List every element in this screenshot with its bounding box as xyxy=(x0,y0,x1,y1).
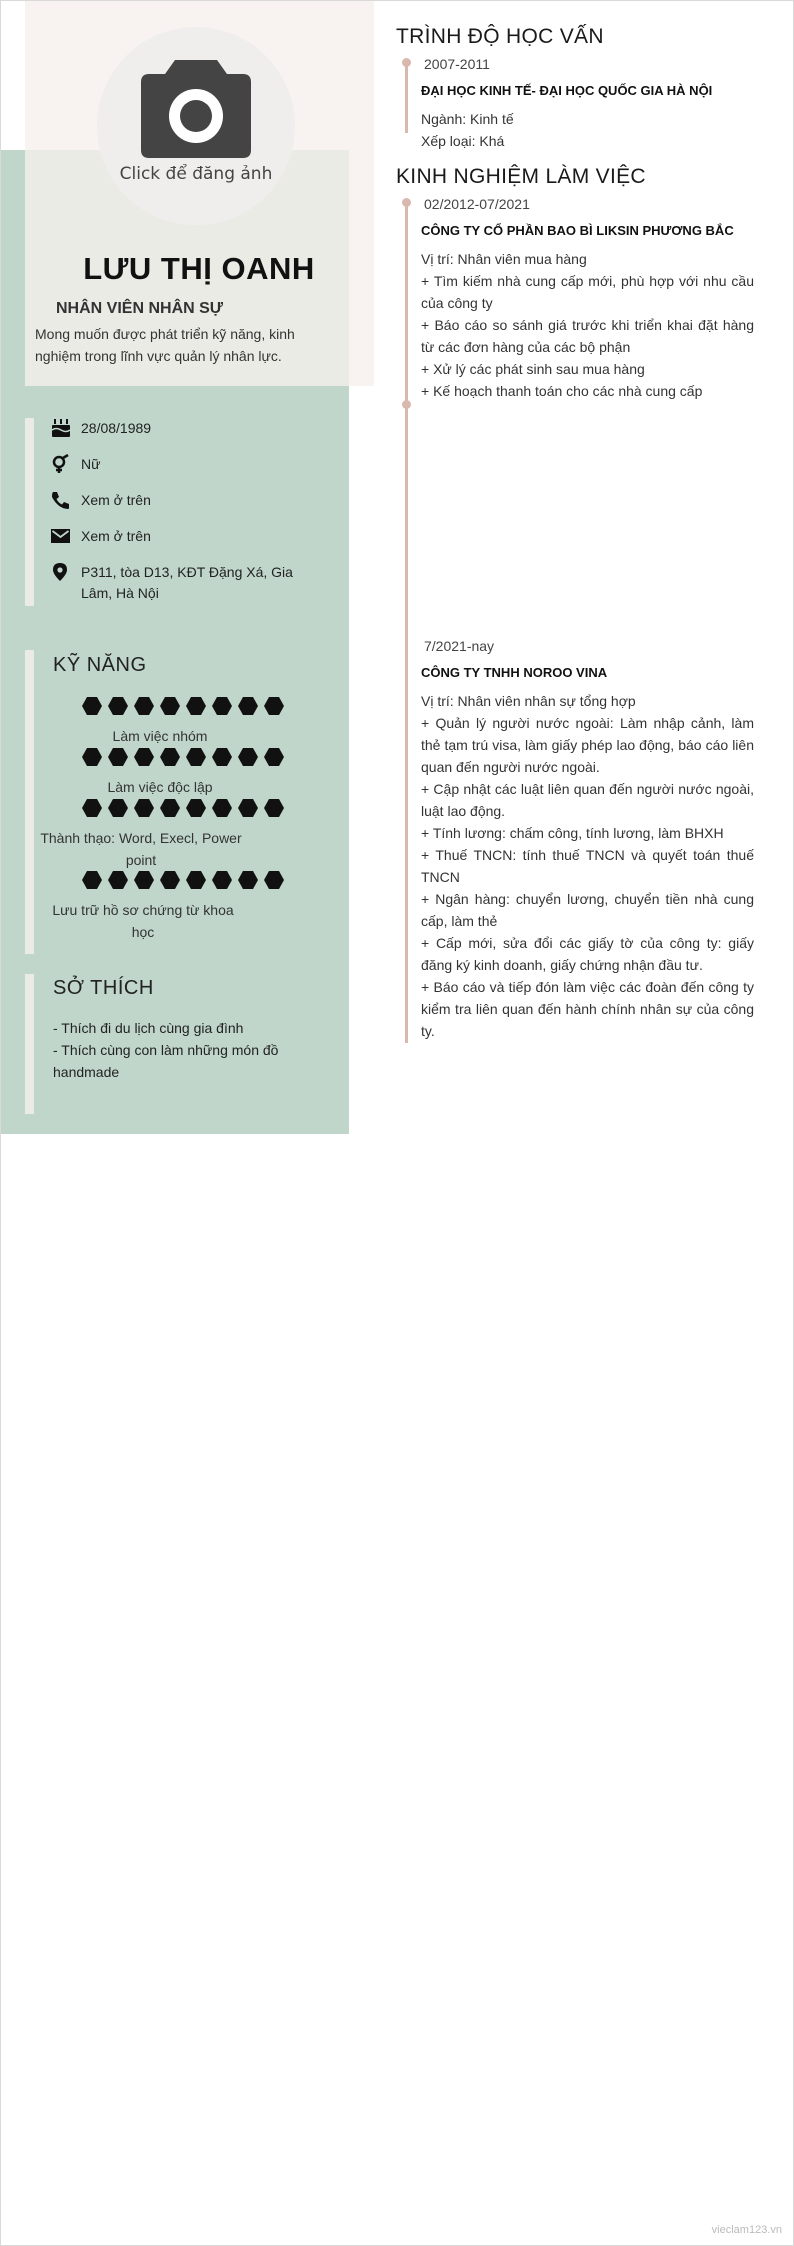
experience-title: KINH NGHIỆM LÀM VIỆC xyxy=(396,165,646,188)
skill-label-1: Làm việc nhóm xyxy=(112,728,208,744)
experience-timeline-line xyxy=(405,202,408,1043)
education-title: TRÌNH ĐỘ HỌC VẤN xyxy=(396,25,604,48)
skill-label-3: Thành thạo: Word, Execl, Power point xyxy=(40,830,242,868)
skill-hexagon xyxy=(160,697,180,715)
skill-hexagon xyxy=(160,748,180,766)
job-1-period: 02/2012-07/2021 xyxy=(424,196,530,212)
contact-phone xyxy=(50,490,310,511)
skill-rating-hexagons xyxy=(61,799,305,817)
address-value: P311, tòa D13, KĐT Đặng Xá, Gia Lâm, Hà Nội xyxy=(81,564,293,601)
hobbies-list xyxy=(53,1017,303,1083)
skill-hexagon xyxy=(238,799,258,817)
skill-rating-2 xyxy=(35,748,305,766)
hobby-item: - Thích cùng con làm những món đồ handmade xyxy=(53,1042,279,1080)
skill-label-2: Làm việc độc lập xyxy=(107,779,213,795)
skill-hexagon xyxy=(212,799,232,817)
job-2-period: 7/2021-nay xyxy=(424,638,495,654)
hobby-item: - Thích đi du lịch cùng gia đình xyxy=(53,1020,244,1036)
contact-birthday xyxy=(50,418,310,439)
skill-hexagon xyxy=(264,748,284,766)
skill-hexagon xyxy=(108,871,128,889)
skill-hexagon xyxy=(212,748,232,766)
phone-icon xyxy=(50,490,72,510)
skill-label-4: Lưu trữ hồ sơ chứng từ khoa học xyxy=(52,902,234,940)
skill-hexagon xyxy=(160,871,180,889)
skills-title: KỸ NĂNG xyxy=(53,654,147,676)
skills-accent-bar xyxy=(25,650,34,954)
skill-hexagon xyxy=(186,748,206,766)
job-2-line: + Báo cáo và tiếp đón làm việc các đoàn đến công ty kiểm tra liên quan đến hành chính nhân sự của công ty. xyxy=(421,979,754,1039)
skill-hexagon xyxy=(238,697,258,715)
skill-hexagon xyxy=(108,799,128,817)
skill-hexagon xyxy=(134,748,154,766)
skill-hexagon xyxy=(82,799,102,817)
hobbies-title: SỞ THÍCH xyxy=(53,977,154,999)
skill-hexagon xyxy=(212,697,232,715)
job-2-line: Vị trí: Nhân viên nhân sự tổng hợp xyxy=(421,693,636,709)
job-2-line: + Tính lương: chấm công, tính lương, làm BHXH xyxy=(421,825,724,841)
skill-hexagon xyxy=(186,871,206,889)
job-1-line: + Tìm kiếm nhà cung cấp mới, phù hợp với nhu cầu của công ty xyxy=(421,273,754,311)
job-1-details xyxy=(421,248,754,402)
job-1-line: + Xử lý các phát sinh sau mua hàng xyxy=(421,361,645,377)
skill-hexagon xyxy=(212,871,232,889)
skill-hexagon xyxy=(134,871,154,889)
camera-icon[interactable] xyxy=(137,56,255,160)
job-2-company: CÔNG TY TNHH NOROO VINA xyxy=(421,665,608,680)
job-2-line: + Ngân hàng: chuyển lương, chuyển tiền nhà cung cấp, làm thẻ xyxy=(421,891,754,929)
skill-hexagon xyxy=(108,748,128,766)
skill-hexagon xyxy=(264,697,284,715)
cake-icon xyxy=(50,418,72,438)
skill-hexagon xyxy=(134,799,154,817)
job-title: NHÂN VIÊN NHÂN SỰ xyxy=(56,300,224,317)
contact-email xyxy=(50,526,310,547)
skill-hexagon xyxy=(238,748,258,766)
job-1-line: + Kế hoạch thanh toán cho các nhà cung cấp xyxy=(421,383,703,399)
skill-hexagon xyxy=(108,697,128,715)
skill-hexagon xyxy=(186,697,206,715)
photo-upload-caption[interactable]: Click để đăng ảnh xyxy=(119,164,273,184)
skill-rating-hexagons xyxy=(61,748,305,766)
job-2-line: + Cấp mới, sửa đổi các giấy tờ của công ty: giấy đăng ký kinh doanh, giấy chứng nhận đầu tư. xyxy=(421,935,754,973)
skill-hexagon xyxy=(134,697,154,715)
education-timeline-line xyxy=(405,62,408,133)
skill-hexagon xyxy=(264,799,284,817)
hobbies-accent-bar xyxy=(25,974,34,1114)
candidate-name: LƯU THỊ OANH xyxy=(83,251,315,286)
job-2-line: + Thuế TNCN: tính thuế TNCN và quyết toán thuế TNCN xyxy=(421,847,754,885)
education-details xyxy=(421,108,754,152)
skill-hexagon xyxy=(238,871,258,889)
skill-rating-3 xyxy=(35,799,305,817)
job-1-company: CÔNG TY CỔ PHẦN BAO BÌ LIKSIN PHƯƠNG BẮC xyxy=(421,223,734,238)
email-value: Xem ở trên xyxy=(81,528,151,544)
job-1-line: Vị trí: Nhân viên mua hàng xyxy=(421,251,587,267)
timeline-dot xyxy=(402,58,411,67)
education-school: ĐẠI HỌC KINH TẾ- ĐẠI HỌC QUỐC GIA HÀ NỘI xyxy=(421,83,713,98)
job-2-details xyxy=(421,690,754,1042)
job-2-line: + Quản lý người nước ngoài: Làm nhập cảnh, làm thẻ tạm trú visa, làm giấy phép lao động, báo cáo liên quan đến người nước ngoài. xyxy=(421,715,754,775)
skill-rating-4 xyxy=(35,871,305,889)
job-1-line: + Báo cáo so sánh giá trước khi triển khai đặt hàng từ các đơn hàng của các bộ phận xyxy=(421,317,754,355)
education-grade: Xếp loại: Khá xyxy=(421,133,505,149)
skill-hexagon xyxy=(82,748,102,766)
timeline-dot xyxy=(402,400,411,409)
skill-rating-hexagons xyxy=(61,871,305,889)
career-objective: Mong muốn được phát triển kỹ năng, kinh nghiệm trong lĩnh vực quản lý nhân lực. xyxy=(35,326,295,364)
site-watermark: vieclam123.vn xyxy=(711,2224,782,2236)
education-major: Ngành: Kinh tế xyxy=(421,111,514,127)
education-period: 2007-2011 xyxy=(424,56,490,72)
job-2-line: + Cập nhật các luật liên quan đến người nước ngoài, luật lao động. xyxy=(421,781,754,819)
skill-rating-1 xyxy=(35,697,305,715)
contact-gender xyxy=(50,454,310,475)
gender-value: Nữ xyxy=(81,456,101,472)
contact-address xyxy=(50,562,310,604)
skill-hexagon xyxy=(82,697,102,715)
contact-list xyxy=(50,418,310,619)
skill-hexagon xyxy=(160,799,180,817)
mail-icon xyxy=(50,526,72,546)
skill-hexagon xyxy=(264,871,284,889)
contact-accent-bar xyxy=(25,418,34,606)
birthday-value: 28/08/1989 xyxy=(81,420,152,436)
gender-icon xyxy=(50,454,72,474)
skill-hexagon xyxy=(186,799,206,817)
skill-hexagon xyxy=(82,871,102,889)
phone-value: Xem ở trên xyxy=(81,492,151,508)
location-pin-icon xyxy=(50,562,72,582)
skill-rating-hexagons xyxy=(61,697,305,715)
timeline-dot xyxy=(402,198,411,207)
